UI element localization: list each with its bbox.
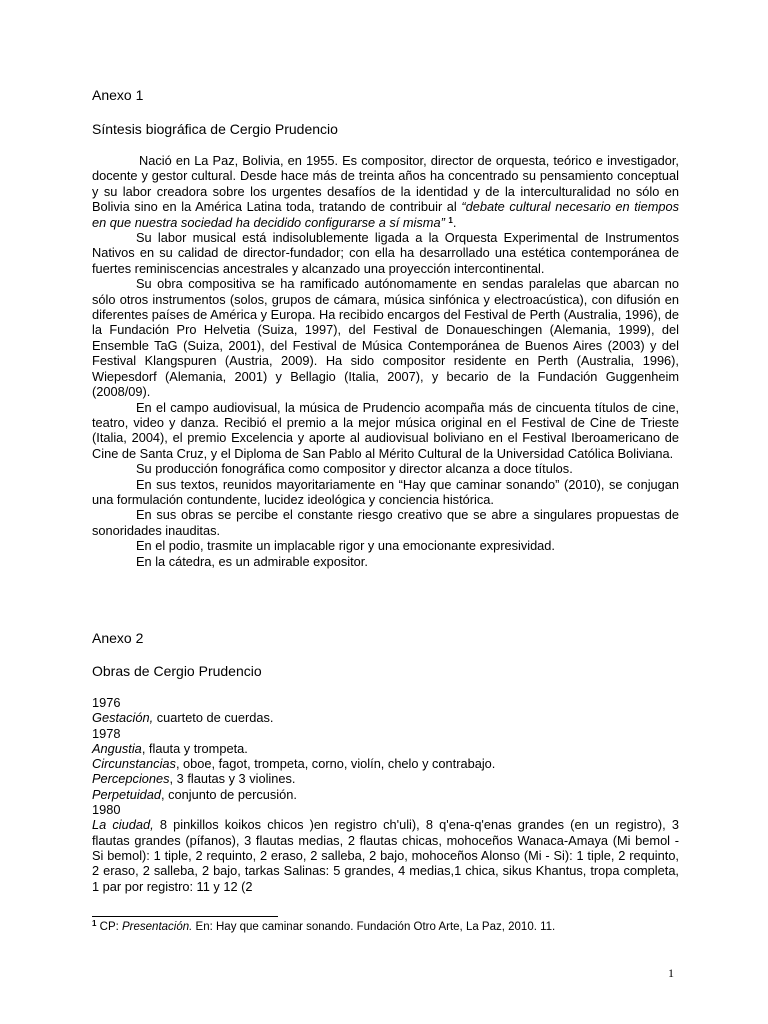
bio-paragraph-2: Su labor musical está indisolublemente ligada a la Orquesta Experimental de Instrumentos Nativos en su calidad de director-fundador; con ella ha desarrollado una estética contemporánea de fuertes reminiscencias ancestrales y alcanzado una proyección intercontinental.: [92, 230, 679, 276]
year-1976: 1976: [92, 695, 121, 710]
bio-paragraph-3: Su obra compositiva se ha ramificado autónomamente en sendas paralelas que abarcan no sólo otros instrumentos (solos, grupos de cámara, música sinfónica y electroacústica), con difusión en diferentes países de América y Europa. Ha recibido encargos del Festival de Perth (Australia, 1996), de la Fundación Pro Helvetia (Suiza, 1997), del Festival de Donaueschingen (Alemania, 1999), del Ensemble TaG (Suiza, 2001), del Festival de Música Contemporánea de Buenos Aires (2003) y del Festival Klangspuren (Austria, 2009). Ha sido compositor residente en Perth (Australia, 1996), Wiepesdorf (Alemania, 2001) y Bellagio (Italia, 2007), y becario de la Fundación Guggenheim (2008/09).: [92, 276, 679, 400]
annex1-heading: Anexo 1: [92, 87, 144, 103]
bio-paragraph-6: En sus textos, reunidos mayoritariamente en “Hay que caminar sonando” (2010), se conjugan una formulación contundente, lucidez ideológica y conciencia histórica.: [92, 476, 679, 507]
annex2-title: Obras de Cergio Prudencio: [92, 663, 262, 679]
work-entry: Gestación, cuarteto de cuerdas.: [92, 710, 274, 726]
footnote-divider: [92, 916, 278, 917]
year-1980: 1980: [92, 802, 121, 818]
footnote-marker: 1: [92, 919, 97, 928]
bio-paragraph-4: En el campo audiovisual, la música de Prudencio acompaña más de cincuenta títulos de cine, teatro, video y danza. Recibió el premio a la mejor música original en el Festival de Cine de Trieste (Italia, 2004), el premio Excelencia y aporte al audiovisual boliviano en el Festival Iberoamericano de Cine de Santa Cruz, y el Diploma de San Pablo al Mérito Cultural de la Universidad Católica Boliviana.: [92, 399, 679, 461]
bio-paragraph-8: En el podio, trasmite un implacable rigor y una emocionante expresividad.: [136, 538, 555, 554]
bio-paragraph-7: En sus obras se percibe el constante riesgo creativo que se abre a singulares propuestas de sonoridades inauditas.: [92, 507, 679, 538]
biography-text: [92, 153, 679, 569]
works-list: [92, 695, 679, 894]
year-1978: 1978: [92, 725, 121, 741]
annex1-title: Síntesis biográfica de Cergio Prudencio: [92, 121, 338, 137]
work-entry: Angustia, flauta y trompeta.: [92, 740, 248, 756]
work-entry: Circunstancias, oboe, fagot, trompeta, corno, violín, chelo y contrabajo.: [92, 756, 496, 772]
annex2-heading: Anexo 2: [92, 630, 144, 646]
work-entry: La ciudad, 8 pinkillos koikos chicos )en registro ch'uli), 8 q'ena-q'enas grandes (en un registro), 3 flautas grandes (pífanos), 3 flautas medias, 2 flautas chicas, mohoceños Wanaca-Amaya (Mi bemol - Si bemol): 1 tiple, 2 requinto, 2 eraso, 2 salleba, 2 bajo, mohoceños Alonso (Mi - Si): 1 tiple, 2 requinto, 2 eraso, 2 salleba, 2 bajo, tarkas Salinas: 5 grandes, 4 medias,1 chica, sikus Khantus, tropa completa, 1 par por registro: 11 y 12 (2: [92, 817, 679, 894]
work-entry: Percepciones, 3 flautas y 3 violines.: [92, 771, 296, 787]
page-number: 1: [668, 966, 674, 980]
bio-paragraph-5: Su producción fonográfica como compositor y director alcanza a doce títulos.: [136, 461, 573, 477]
footnote: $^1$ CP: Presentación. En: Hay que caminar sonando. Fundación Otro Arte, La Paz, 2010. 11.: [92, 919, 556, 933]
footnote-title: Presentación.: [122, 921, 193, 933]
bio-paragraph-9: En la cátedra, es un admirable expositor.: [136, 553, 368, 569]
footnote-ref: 1: [448, 215, 453, 225]
bio-paragraph-1: Nació en La Paz, Bolivia, en 1955. Es compositor, director de orquesta, teórico e investigador, docente y gestor cultural. Desde hace más de treinta años ha concentrado su pensamiento conceptual y su labor creadora sobre los urgentes desafíos de la identidad y de la interculturalidad no sólo en Bolivia sino en la América Latina toda, tratando de contribuir al “debate cultural necesario en tiempos en que nuestra sociedad ha decidido configurarse a sí misma” $^1$.: [92, 153, 679, 230]
bio-quote: “debate cultural necesario en tiempos en que nuestra sociedad ha decidido configurarse a sí misma”: [92, 199, 679, 230]
work-entry: Perpetuidad, conjunto de percusión.: [92, 786, 297, 802]
